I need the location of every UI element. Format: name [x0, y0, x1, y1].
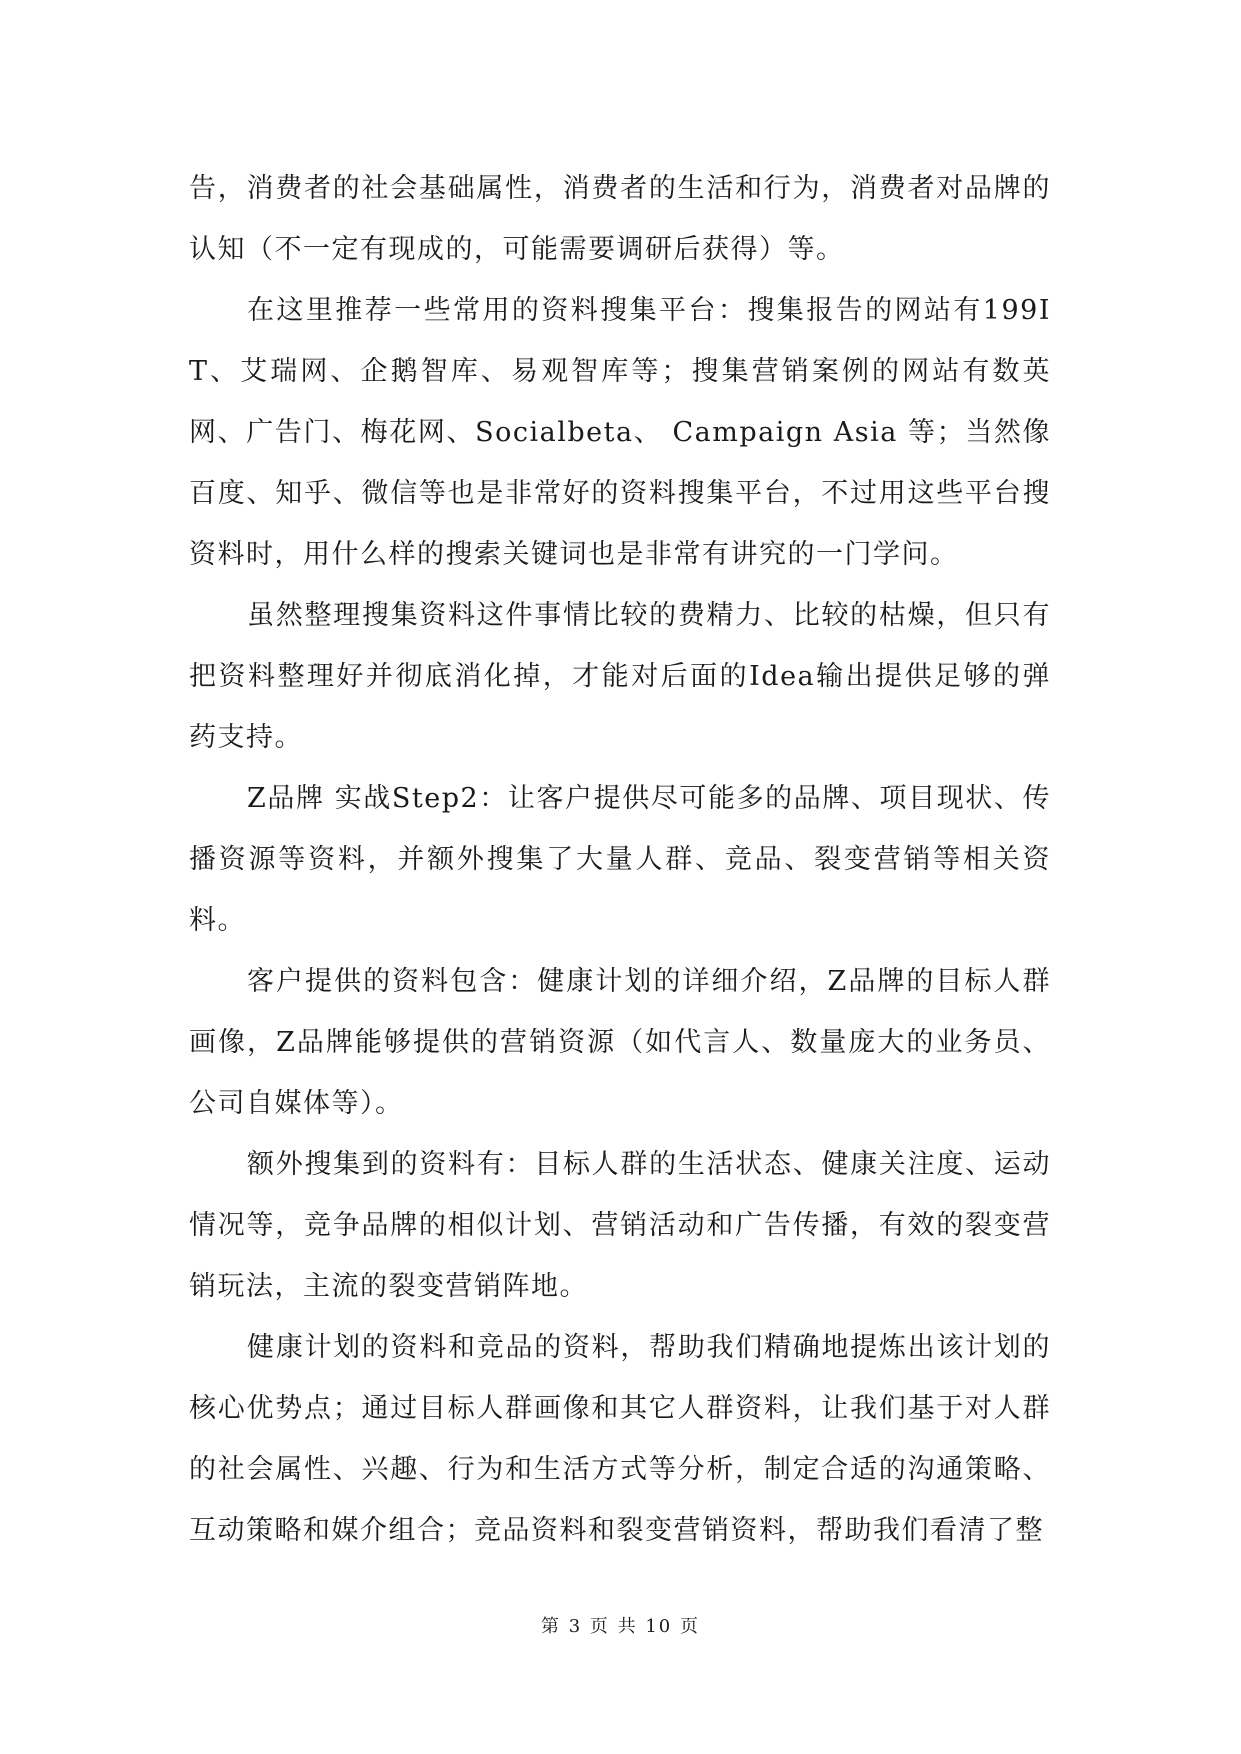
page-number-footer: 第 3 页 共 10 页 — [541, 1616, 700, 1637]
paragraph-step2: Z品牌 实战Step2：让客户提供尽可能多的品牌、项目现状、传播资源等资料，并额外搜集了大量人群、竞品、裂变营销等相关资料。 — [189, 783, 1051, 936]
paragraph-platforms: 在这里推荐一些常用的资料搜集平台：搜集报告的网站有199IT、艾瑞网、企鹅智库、易观智库等；搜集营销案例的网站有数英网、广告门、梅花网、Socialbeta、 Campaign Asia 等；当然像百度、知乎、微信等也是非常好的资料搜集平台，不过用这些平台搜资料时，用什么样的搜索关键词也是非常有讲究的一门学问。 — [189, 295, 1051, 570]
paragraph-analysis: 健康计划的资料和竞品的资料，帮助我们精确地提炼出该计划的核心优势点；通过目标人群画像和其它人群资料，让我们基于对人群的社会属性、兴趣、行为和生活方式等分析，制定合适的沟通策略、互动策略和媒介组合；竞品资料和裂变营销资料，帮助我们看清了整 — [189, 1332, 1051, 1546]
paragraph-digest: 虽然整理搜集资料这件事情比较的费精力、比较的枯燥，但只有把资料整理好并彻底消化掉，才能对后面的Idea输出提供足够的弹药支持。 — [189, 600, 1051, 753]
paragraph-client-materials: 客户提供的资料包含：健康计划的详细介绍，Z品牌的目标人群画像，Z品牌能够提供的营销资源（如代言人、数量庞大的业务员、公司自媒体等）。 — [189, 966, 1051, 1119]
paragraph-continued: 告，消费者的社会基础属性，消费者的生活和行为，消费者对品牌的认知（不一定有现成的，可能需要调研后获得）等。 — [189, 173, 1051, 265]
document-body — [189, 158, 1051, 1561]
paragraph-extra-materials: 额外搜集到的资料有：目标人群的生活状态、健康关注度、运动情况等，竞争品牌的相似计划、营销活动和广告传播，有效的裂变营销玩法，主流的裂变营销阵地。 — [189, 1149, 1051, 1302]
